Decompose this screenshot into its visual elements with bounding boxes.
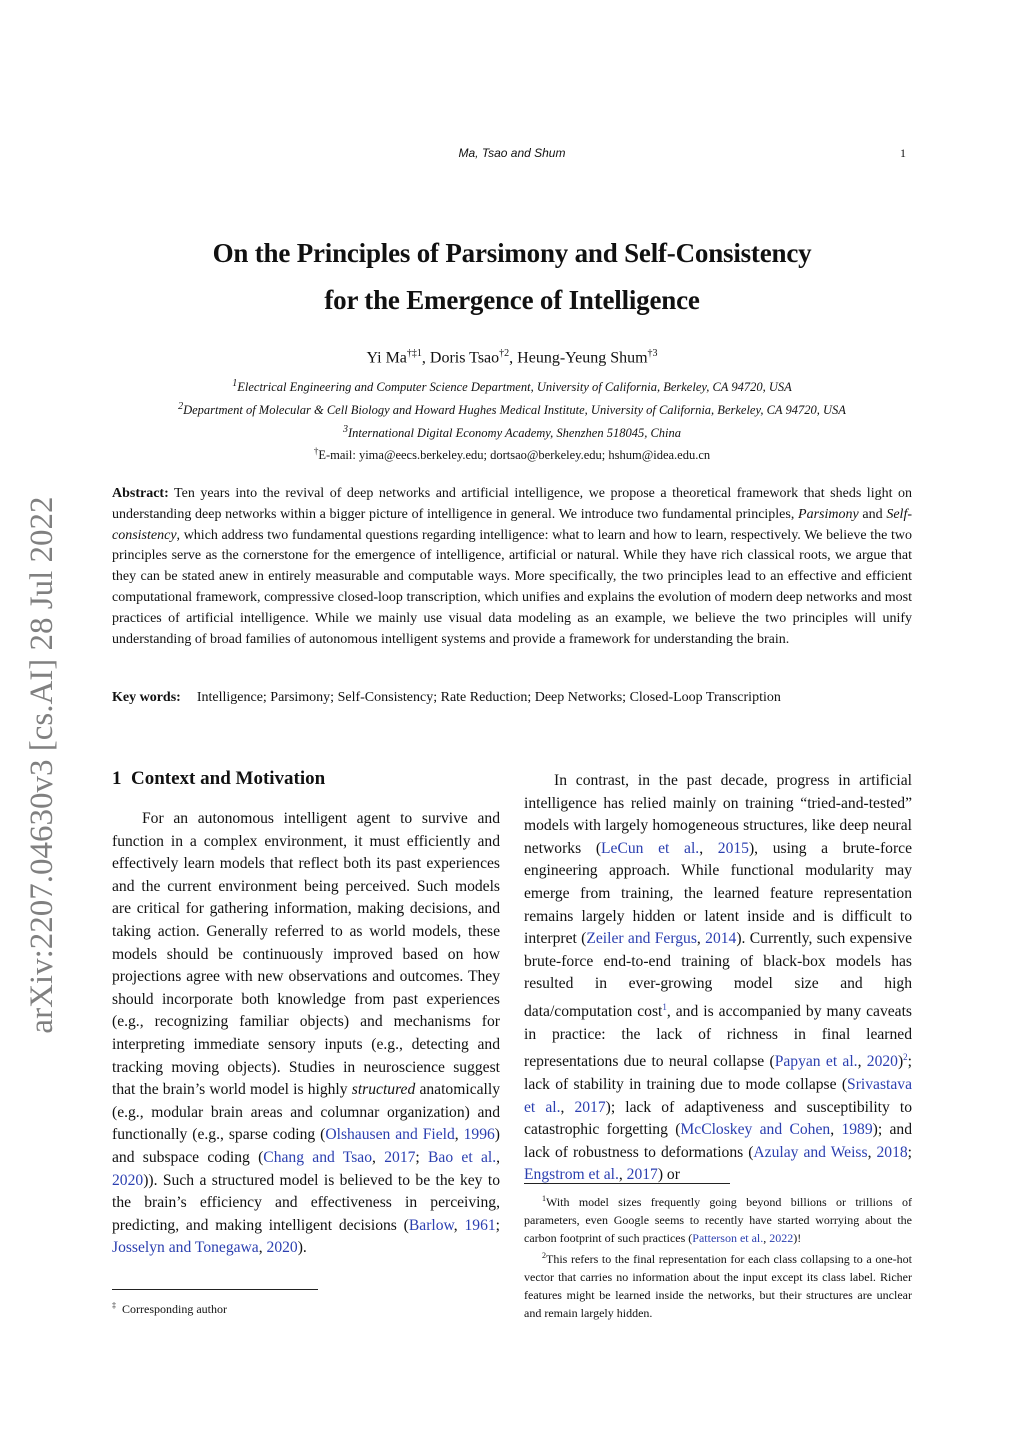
footnote-text: , [763,1231,770,1245]
citation-link[interactable]: 1996 [463,1126,495,1144]
citation-link[interactable]: 2015 [717,839,749,857]
footnote-mark: 1 [542,1194,546,1203]
author-name: Doris Tsao [429,349,500,367]
citation-link[interactable]: McCloskey and Cohen [680,1121,831,1139]
citation-link[interactable]: 2017 [384,1148,416,1166]
citation-link[interactable]: Papyan et al. [774,1053,858,1071]
body-emphasis: structured [351,1081,416,1099]
contact-email [0,446,1024,463]
affiliation-mark: 2 [178,401,184,412]
affiliation-text: Electrical Engineering and Computer Science Department, University of California, Berkeley, CA 94720, USA [237,380,792,395]
arxiv-stamp-container [12,470,72,1060]
abstract-term: Self-consistency [112,506,912,543]
affiliation-mark: 3 [342,424,348,435]
body-text: For an autonomous intelligent agent to survive and function in a complex environment, it must efficiently and effectively learn models that reflect both its past experiences and the current environment being perceived. Such models are critical for gathering information, making decisions, and taking action. Generally referred to as world models, these models should be continuously improved based on how projections agree with new observations and outcomes. They should incorporate both knowledge from past experiences (e.g., recognizing familiar objects) and mechanisms for interpreting immediate sensory inputs (e.g., detecting and tracking moving objects). Studies in neuroscience suggest that the brain’s world model is highly [112,810,500,1099]
author-marks: †‡1 [406,348,422,359]
page-number: 1 [900,146,906,160]
footnote [524,1190,912,1247]
body-text: )). Such a structured model is believed to be the key to the brain’s efficiency and effectiveness in perceiving, predicting, and making intelligent decisions ( [112,1171,500,1234]
citation-link[interactable]: LeCun et al. [601,839,700,857]
body-text: ; [907,1143,912,1161]
body-text: ) or [657,1166,680,1184]
citation-link[interactable]: 2014 [705,930,737,948]
affiliation-mark: 1 [232,378,238,389]
footnote-text: )! [793,1231,802,1245]
citation-link[interactable]: 2020 [266,1239,298,1257]
citation-link[interactable]: Olshausen and Field [325,1126,455,1144]
keywords-label: Key words: [112,690,181,705]
email-mark: † [313,446,319,456]
body-text: ; [495,1216,501,1234]
citation-link[interactable]: Josselyn and Tonegawa [112,1239,259,1257]
citation-link[interactable]: Patterson et al. [692,1231,764,1245]
body-text: , [857,1053,867,1071]
body-text: , [258,1239,267,1257]
citation-link[interactable]: Bao et al. [428,1148,497,1166]
body-text: , [560,1098,575,1116]
body-text: ), using a brute-force engineering approach. While functional modularity may emerge from training, the learned feature representation remains largely hidden or latent inside and is difficult to interpret ( [524,839,912,948]
footnote-rule [524,1183,730,1184]
body-text: , and is accompanied by many caveats in practice: the lack of richness in final learned representations due to neural collapse ( [524,1003,912,1071]
body-text: , [372,1148,385,1166]
body-text: ; [415,1148,429,1166]
citation-link[interactable]: 1961 [464,1216,496,1234]
citation-link[interactable]: Srivastava et al. [524,1076,912,1116]
footnote [524,1247,912,1322]
citation-link[interactable]: 2020 [112,1171,144,1189]
citation-link[interactable]: 2020 [866,1053,898,1071]
arxiv-identifier: arXiv:2207.04630v3 [cs.AI] 28 Jul 2022 [24,496,60,1034]
body-text: , [618,1166,627,1184]
body-text: anatomically (e.g., modular brain areas and columnar organization) and functionally (e.g., sparse coding ( [112,1081,500,1144]
abstract-text: and [858,506,887,522]
paragraph [524,770,912,1187]
footnote [112,1297,502,1318]
section-heading [112,768,325,790]
section-number: 1 [112,768,122,789]
abstract-text: , which address two fundamental questions regarding intelligence: what to learn and how to learn, respectively. We believe the two principles serve as the cornerstone for the emergence of intelligence, artificial or natural. While they have rich classical roots, we argue that they can be stated anew in entirely measurable and computable ways. More specifically, the two principles lead to an effective and efficient computational framework, compressive closed-loop transcription, which unifies and explains the evolution of modern deep networks and most practices of artificial intelligence. While we mainly use visual data modeling as an example, we believe the two principles will unify understanding of broad families of autonomous intelligent systems and provide a framework for understanding the brain. [112,527,912,647]
body-text: , [830,1121,842,1139]
author-name: Heung-Yeung Shum [517,349,648,367]
body-text: , [454,1126,464,1144]
body-text: ); lack of adaptiveness and susceptibility to catastrophic forgetting ( [524,1098,913,1139]
left-column [112,808,500,1260]
body-text: ; lack of stability in training due to mode collapse ( [524,1053,913,1094]
body-text: , [699,839,718,857]
affiliation-text: Department of Molecular & Cell Biology and Howard Hughes Medical Institute, University of California, Berkeley, CA 94720, USA [183,403,846,418]
citation-link[interactable]: Chang and Tsao [263,1148,373,1166]
citation-link[interactable]: 2018 [876,1143,908,1161]
footnotes-right [524,1190,912,1322]
abstract [112,484,912,650]
citation-link[interactable]: Barlow [408,1216,454,1234]
section-title: Context and Motivation [131,768,326,789]
author-list: Yi Ma$^{\dagger\ddagger 1}$, Doris Tsao$^{\dagger 2}$, Heung-Yeung Shum$^{\dagger 3}$ [366,348,658,367]
paper-title-line-1: On the Principles of Parsimony and Self-Consistency [212,238,812,268]
abstract-label: Abstract: [112,486,169,501]
citation-link[interactable]: 1989 [841,1121,873,1139]
keywords-text: Intelligence; Parsimony; Self-Consistency; Rate Reduction; Deep Networks; Closed-Loop Transcription [196,690,781,705]
body-text: ). [297,1239,307,1257]
body-text: ) [897,1053,904,1071]
footnote-text: Corresponding author [122,1302,227,1316]
body-text: , [496,1148,501,1166]
citation-link[interactable]: 2017 [626,1166,658,1184]
body-text: ). Currently, such expensive brute-force end-to-end training of black-box models has resulted in ever-growing model size and high data/computation cost [524,930,912,1021]
citation-link[interactable]: 2022 [769,1231,794,1245]
footnote-text: This refers to the final representation for each class collapsing to a one-hot vector that carries no information about the input except its class label. Richer features might be learned inside the networks, but their structures are unclear and remain largely hidden. [524,1252,912,1320]
citation-link[interactable]: 2017 [574,1098,606,1116]
paper-title-line-2: for the Emergence of Intelligence [324,285,700,315]
body-text: ) and subspace coding ( [112,1126,500,1166]
right-column [524,770,912,1187]
abstract-term: Parsimony [798,506,859,522]
footnote-rule [112,1289,318,1290]
author-marks: †3 [647,348,658,359]
affiliation [0,424,1024,441]
footnote-mark: 2 [542,1251,546,1260]
author-marks: †2 [499,348,510,359]
affiliation [0,401,1024,418]
footnote-ref[interactable]: 2 [903,1052,908,1063]
email-text: E-mail: yima@eecs.berkeley.edu; dortsao@berkeley.edu; hshum@idea.edu.cn [318,448,711,463]
citation-link[interactable]: Engstrom et al. [524,1166,619,1184]
abstract-text: Ten years into the revival of deep networks and artificial intelligence, we propose a theoretical framework that sheds light on understanding deep networks within a bigger picture of intelligence in general. We introduce two fundamental principles, [112,486,912,522]
author-name: Yi Ma [366,349,407,367]
body-text: , [696,930,706,948]
body-text: In contrast, in the past decade, progress in artificial intelligence has relied mainly on training “tried-and-tested” models with largely homogeneous structures, like deep neural networks ( [524,772,912,857]
running-head: Ma, Tsao and Shum [458,146,566,160]
keywords [112,690,912,706]
affiliation-text: International Digital Economy Academy, Shenzhen 518045, China [347,426,682,441]
body-text: ); and lack of robustness to deformations ( [524,1121,912,1161]
footnote-mark: ‡ [112,1301,116,1310]
body-text: , [453,1216,465,1234]
body-text: , [867,1143,877,1161]
citation-link[interactable]: Azulay and Weiss [753,1143,868,1161]
affiliation [0,378,1024,395]
footnote-text: With model sizes frequently going beyond billions or trillions of parameters, even Google seems to recently have started worrying about the carbon footprint of such practices ( [524,1195,912,1245]
footnote-ref[interactable]: 1 [662,1001,667,1012]
paragraph [112,808,500,1260]
citation-link[interactable]: Zeiler and Fergus [586,930,697,948]
